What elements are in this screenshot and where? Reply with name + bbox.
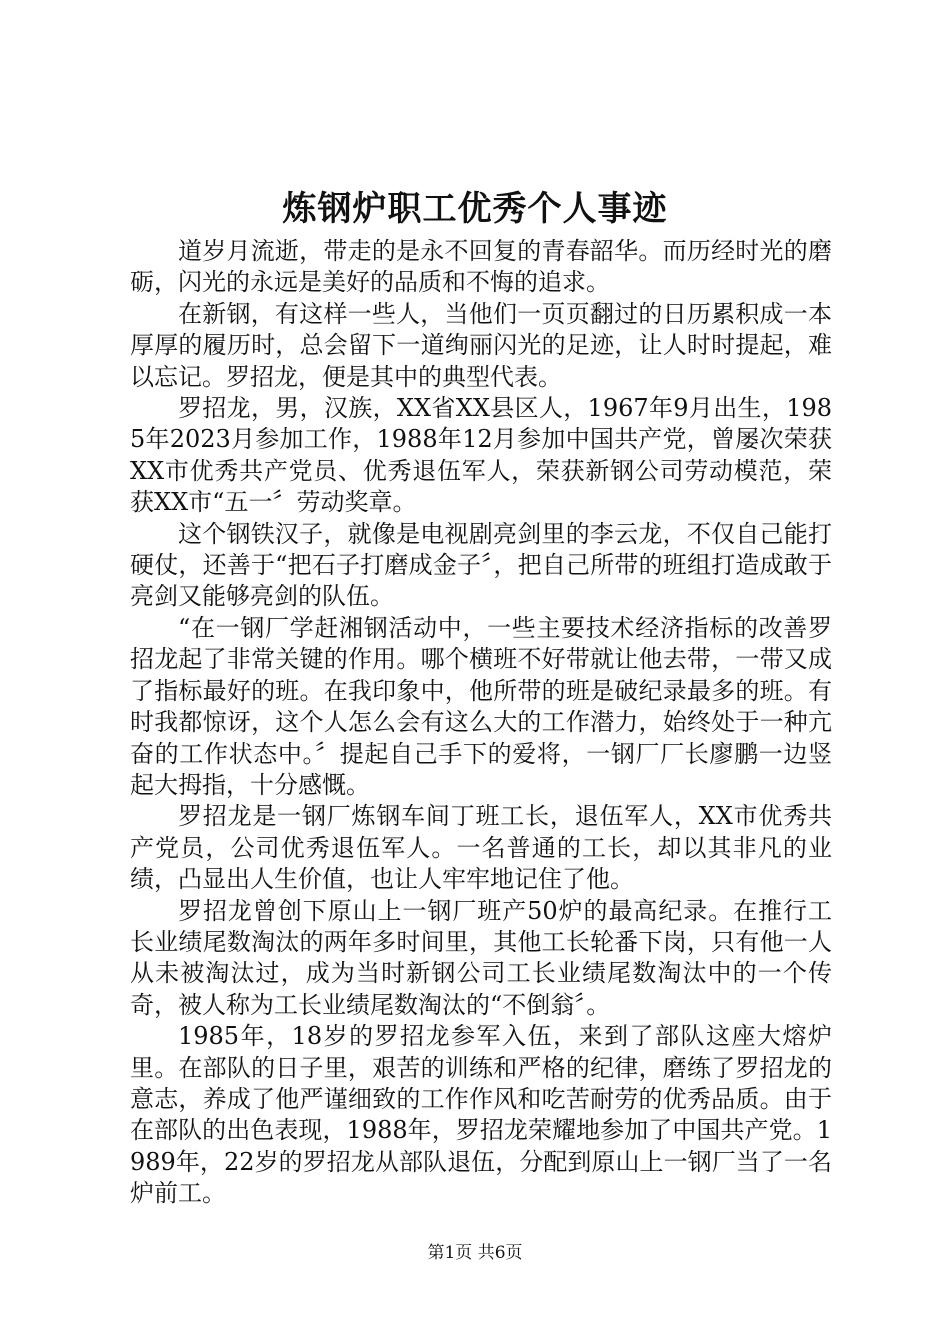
paragraph: “在一钢厂学赶湘钢活动中，一些主要技术经济指标的改善罗招龙起了非常关键的作用。哪个横班不好带就让他去带，一带又成了指标最好的班。在我印象中，他所带的班是破纪录最多的班。有时我都惊讶，这个人怎么会有这么大的工作潜力，始终处于一种亢奋的工作状态中。〞提起自己手下的爱将，一钢厂厂长廖鹏一边竖起大拇指，十分感慨。 — [130, 613, 832, 799]
document-title: 炼钢炉职工优秀个人事迹 — [282, 189, 668, 229]
paragraph: 道岁月流逝，带走的是永不回复的青春韶华。而历经时光的磨砺，闪光的永远是美好的品质和不悔的追求。 — [130, 237, 832, 297]
paragraph: 罗招龙曾创下原山上一钢厂班产50炉的最高纪录。在推行工长业绩尾数淘汰的两年多时间里，其他工长轮番下岗，只有他一人从未被淘汰过，成为当时新钢公司工长业绩尾数淘汰中的一个传奇，被人称为工长业绩尾数淘汰的“不倒翁〞。 — [130, 896, 832, 1019]
document-body — [130, 236, 832, 1210]
paragraph: 这个钢铁汉子，就像是电视剧亮剑里的李云龙，不仅自己能打硬仗，还善于“把石子打磨成金子〞，把自己所带的班组打造成敢于亮剑又能够亮剑的队伍。 — [130, 519, 832, 611]
paragraph: 罗招龙，男，汉族，XX省XX县区人，1967年9月出生，1985年2023月参加工作，1988年12月参加中国共产党，曾屡次荣获XX市优秀共产党员、优秀退伍军人，荣获新钢公司劳动模范，荣获XX市“五一〞劳动奖章。 — [130, 394, 832, 517]
paragraph: 在新钢，有这样一些人，当他们一页页翻过的日历累积成一本厚厚的履历时，总会留下一道绚丽闪光的足迹，让人时时提起，难以忘记。罗招龙，便是其中的典型代表。 — [130, 299, 832, 391]
page-footer: 第1页 共6页 — [427, 1243, 523, 1263]
paragraph: 罗招龙是一钢厂炼钢车间丁班工长，退伍军人，XX市优秀共产党员，公司优秀退伍军人。一名普通的工长，却以其非凡的业绩，凸显出人生价值，也让人牢牢地记住了他。 — [130, 802, 832, 894]
paragraph: 1985年，18岁的罗招龙参军入伍，来到了部队这座大熔炉里。在部队的日子里，艰苦的训练和严格的纪律，磨练了罗招龙的意志，养成了他严谨细致的工作作风和吃苦耐劳的优秀品质。由于在部队的出色表现，1988年，罗招龙荣耀地参加了中国共产党。1989年，22岁的罗招龙从部队退伍，分配到原山上一钢厂当了一名炉前工。 — [130, 1022, 832, 1208]
